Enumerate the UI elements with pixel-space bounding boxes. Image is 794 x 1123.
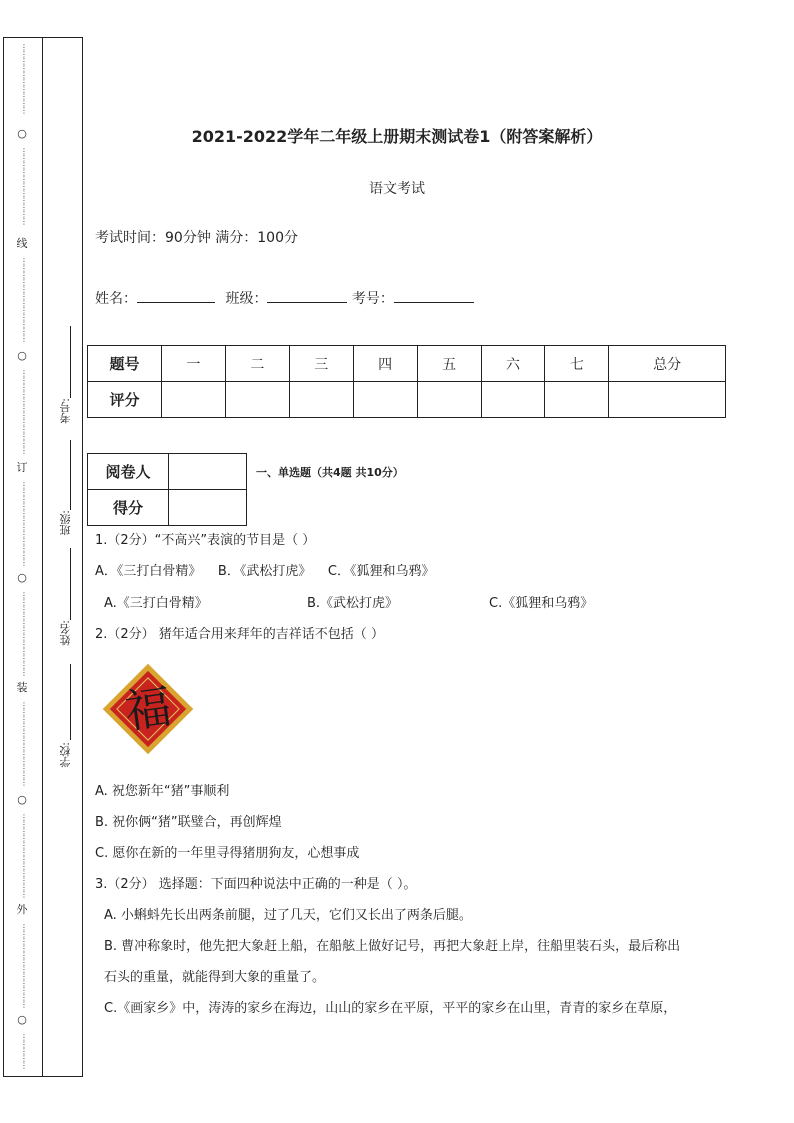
margin-circle-mark: ○ xyxy=(17,793,27,806)
reviewer-cell[interactable] xyxy=(169,454,247,490)
student-info-row xyxy=(95,288,474,308)
fu-character: 福 xyxy=(121,679,175,739)
cut-line-dots: ⋮⋮⋮⋮⋮⋮⋮⋮⋮⋮⋮⋮ xyxy=(20,591,28,677)
cut-line-dots: ⋮⋮⋮⋮⋮⋮⋮⋮⋮⋮⋮⋮ xyxy=(20,923,28,1009)
score-header-cell: 一 xyxy=(162,346,226,382)
score-cell[interactable] xyxy=(289,382,353,418)
cut-line-dots: ⋮⋮⋮⋮⋮⋮⋮⋮⋮⋮⋮⋮ xyxy=(20,481,28,567)
margin-examno-line xyxy=(70,326,71,398)
margin-name-label: 姓名: xyxy=(59,620,72,646)
margin-char-outer: 外 xyxy=(16,903,28,916)
score-cell[interactable] xyxy=(225,382,289,418)
cut-line-dots: ⋮⋮⋮⋮⋮⋮⋮⋮⋮⋮⋮⋮ xyxy=(20,701,28,787)
margin-circle-mark: ○ xyxy=(17,349,27,362)
cut-line-dots: ⋮⋮⋮⋮⋮⋮⋮⋮⋮⋮⋮⋮ xyxy=(20,257,28,343)
score-header-cell: 总分 xyxy=(609,346,726,382)
margin-class-label: 班级: xyxy=(59,510,72,536)
score-header-cell: 三 xyxy=(289,346,353,382)
cut-line-dots: ⋮⋮⋮⋮⋮⋮⋮⋮⋮⋮⋮⋮ xyxy=(20,369,28,455)
class-field[interactable] xyxy=(267,288,347,303)
margin-examno-label: 考号: xyxy=(59,398,72,424)
score-header-cell: 四 xyxy=(353,346,417,382)
score-header-cell: 二 xyxy=(225,346,289,382)
question-1-inline-options: A．《三打白骨精》 B．《武松打虎》 C．《狐狸和乌鸦》 xyxy=(95,564,435,579)
margin-circle-mark: ○ xyxy=(17,1013,27,1026)
score-header-cell: 七 xyxy=(545,346,609,382)
fu-character-image xyxy=(94,655,202,763)
question-3-option-c[interactable]: C.《画家乡》中，涛涛的家乡在海边，山山的家乡在平原，平平的家乡在山里，青青的家乡在草原， xyxy=(104,1001,677,1016)
question-2-option-b[interactable]: B. 祝你俩“猪”联璧合，再创辉煌 xyxy=(95,815,282,830)
page-subtitle: 语文考试 xyxy=(369,181,425,197)
margin-circle-mark: ○ xyxy=(17,571,27,584)
question-3-option-a[interactable]: A. 小蝌蚪先长出两条前腿，过了几天，它们又长出了两条后腿。 xyxy=(104,908,472,923)
score-cell[interactable] xyxy=(353,382,417,418)
question-3-stem: 3.（2分） 选择题：下面四种说法中正确的一种是（ ）。 xyxy=(95,877,417,892)
cut-line-dots: ⋮⋮⋮⋮⋮⋮⋮⋮⋮⋮⋮ xyxy=(20,147,28,226)
margin-char-bind: 订 xyxy=(16,461,28,474)
score-value-row xyxy=(88,382,726,418)
section-heading: 一、单选题（共4题 共10分） xyxy=(256,466,404,479)
cut-line-dots: ⋮⋮⋮⋮⋮ xyxy=(20,1033,28,1070)
grader-score-cell[interactable] xyxy=(169,490,247,526)
margin-char-line: 线 xyxy=(16,237,28,250)
question-2-stem: 2.（2分） 猪年适合用来拜年的吉祥话不包括（ ） xyxy=(95,627,384,642)
margin-class-line xyxy=(70,440,71,510)
score-cell[interactable] xyxy=(545,382,609,418)
question-1-option-a[interactable]: A.《三打白骨精》 xyxy=(104,596,208,611)
margin-char-mount: 装 xyxy=(16,681,28,694)
score-cell[interactable] xyxy=(417,382,481,418)
page-title: 2021-2022学年二年级上册期末测试卷1（附答案解析） xyxy=(191,127,603,146)
margin-circle-mark: ○ xyxy=(17,127,27,140)
question-3-option-b-cont: 石头的重量，就能得到大象的重量了。 xyxy=(104,970,326,985)
class-label: 班级： xyxy=(225,291,268,307)
question-1-option-c[interactable]: C.《狐狸和乌鸦》 xyxy=(489,596,594,611)
score-cell[interactable] xyxy=(162,382,226,418)
score-row-label: 评分 xyxy=(88,382,162,418)
question-2-option-a[interactable]: A. 祝您新年“猪”事顺利 xyxy=(95,784,230,799)
reviewer-label: 阅卷人 xyxy=(88,454,169,490)
score-header-row xyxy=(88,346,726,382)
name-field[interactable] xyxy=(137,288,215,303)
exam-info: 考试时间：90分钟 满分：100分 xyxy=(95,230,298,246)
question-1-option-b[interactable]: B.《武松打虎》 xyxy=(307,596,399,611)
margin-school-line xyxy=(70,664,71,740)
question-1-stem: 1.（2分）“不高兴”表演的节目是（ ） xyxy=(95,533,316,548)
exam-no-field[interactable] xyxy=(394,288,474,303)
score-header-cell: 题号 xyxy=(88,346,162,382)
cut-line-dots: ⋮⋮⋮⋮⋮⋮⋮⋮⋮⋮⋮⋮ xyxy=(20,813,28,899)
name-label: 姓名： xyxy=(95,291,137,307)
score-cell[interactable] xyxy=(481,382,545,418)
margin-school-label: 学校: xyxy=(59,742,72,768)
question-3-option-b[interactable]: B. 曹冲称象时，他先把大象赶上船，在船舷上做好记号，再把大象赶上岸，往船里装石头，最后称出 xyxy=(104,939,681,954)
score-header-cell: 六 xyxy=(481,346,545,382)
grader-table xyxy=(87,453,247,526)
grader-score-label: 得分 xyxy=(88,490,169,526)
score-table xyxy=(87,345,726,418)
exam-no-label: 考号： xyxy=(351,291,394,307)
question-2-option-c[interactable]: C. 愿你在新的一年里寻得猪朋狗友，心想事成 xyxy=(95,846,360,861)
score-cell[interactable] xyxy=(609,382,726,418)
cut-line-dots: ⋮⋮⋮⋮⋮⋮⋮⋮⋮⋮ xyxy=(20,43,28,115)
score-header-cell: 五 xyxy=(417,346,481,382)
margin-name-line xyxy=(70,548,71,620)
